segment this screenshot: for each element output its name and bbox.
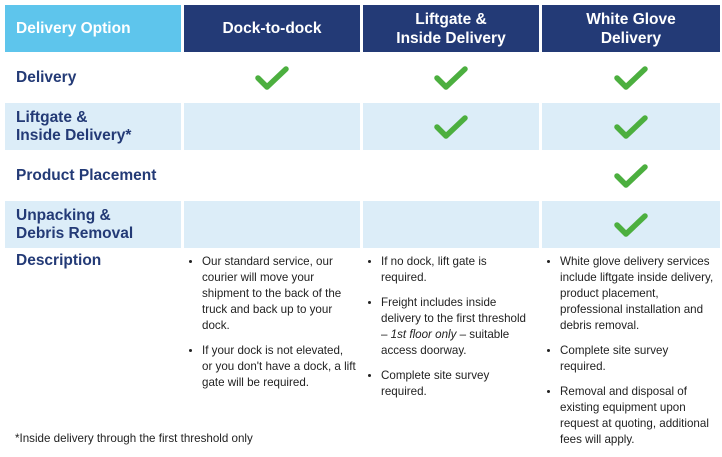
- header-label: Liftgate & Inside Delivery: [396, 10, 506, 47]
- description-dock-to-dock: [184, 250, 360, 457]
- check-icon: [434, 65, 468, 91]
- row-label-product-placement: [5, 152, 181, 199]
- header-label: White Glove Delivery: [586, 10, 676, 47]
- cell-liftgate-dock: [184, 103, 360, 150]
- description-item: • If no dock, lift gate is required.: [381, 254, 535, 286]
- row-label-delivery: [5, 54, 181, 101]
- header-liftgate: [363, 5, 539, 52]
- check-icon: [434, 114, 468, 140]
- cell-delivery-white-glove: [542, 54, 720, 101]
- cell-placement-dock: [184, 152, 360, 199]
- description-item: • Removal and disposal of existing equipment upon request at quoting, additional fees will apply.: [560, 384, 716, 448]
- description-text: Freight includes inside delivery to the first threshold –: [381, 296, 526, 341]
- description-item: • If your dock is not elevated, or you don't have a dock, a lift gate will be required.: [202, 343, 356, 391]
- row-label-liftgate: [5, 103, 181, 150]
- description-item: • Complete site survey required.: [381, 368, 535, 400]
- description-item: [381, 295, 535, 359]
- cell-placement-white-glove: [542, 152, 720, 199]
- cell-unpacking-liftgate: [363, 201, 539, 248]
- check-icon: [614, 65, 648, 91]
- header-delivery-option: [5, 5, 181, 52]
- header-label: Delivery Option: [16, 20, 131, 37]
- cell-placement-liftgate: [363, 152, 539, 199]
- description-item: • Our standard service, our courier will move your shipment to the back of the truck and back up to your dock.: [202, 254, 356, 334]
- description-white-glove: [542, 250, 720, 457]
- header-white-glove: [542, 5, 720, 52]
- row-label-text: Delivery: [16, 68, 77, 86]
- cell-liftgate-white-glove: [542, 103, 720, 150]
- footnote: *Inside delivery through the first threshold only: [15, 432, 253, 445]
- description-item: • White glove delivery services include liftgate inside delivery, product placement, professional installation and debris removal.: [560, 254, 716, 334]
- check-icon: [614, 114, 648, 140]
- description-emphasis: 1st floor only: [390, 328, 457, 341]
- row-label-unpacking: [5, 201, 181, 248]
- description-text: – suitable access doorway.: [381, 328, 510, 357]
- check-icon: [614, 212, 648, 238]
- cell-unpacking-dock: [184, 201, 360, 248]
- description-liftgate: [363, 250, 539, 457]
- row-label-text: Unpacking & Debris Removal: [16, 206, 134, 242]
- header-label: Dock-to-dock: [222, 20, 322, 37]
- row-label-text: Liftgate & Inside Delivery*: [16, 108, 132, 144]
- cell-liftgate-liftgate: [363, 103, 539, 150]
- row-label-text: Product Placement: [16, 166, 157, 184]
- cell-delivery-liftgate: [363, 54, 539, 101]
- cell-unpacking-white-glove: [542, 201, 720, 248]
- description-item: • Complete site survey required.: [560, 343, 716, 375]
- cell-delivery-dock: [184, 54, 360, 101]
- header-dock-to-dock: [184, 5, 360, 52]
- row-label-description: Description: [16, 252, 102, 269]
- delivery-options-table: [5, 5, 720, 457]
- check-icon: [255, 65, 289, 91]
- check-icon: [614, 163, 648, 189]
